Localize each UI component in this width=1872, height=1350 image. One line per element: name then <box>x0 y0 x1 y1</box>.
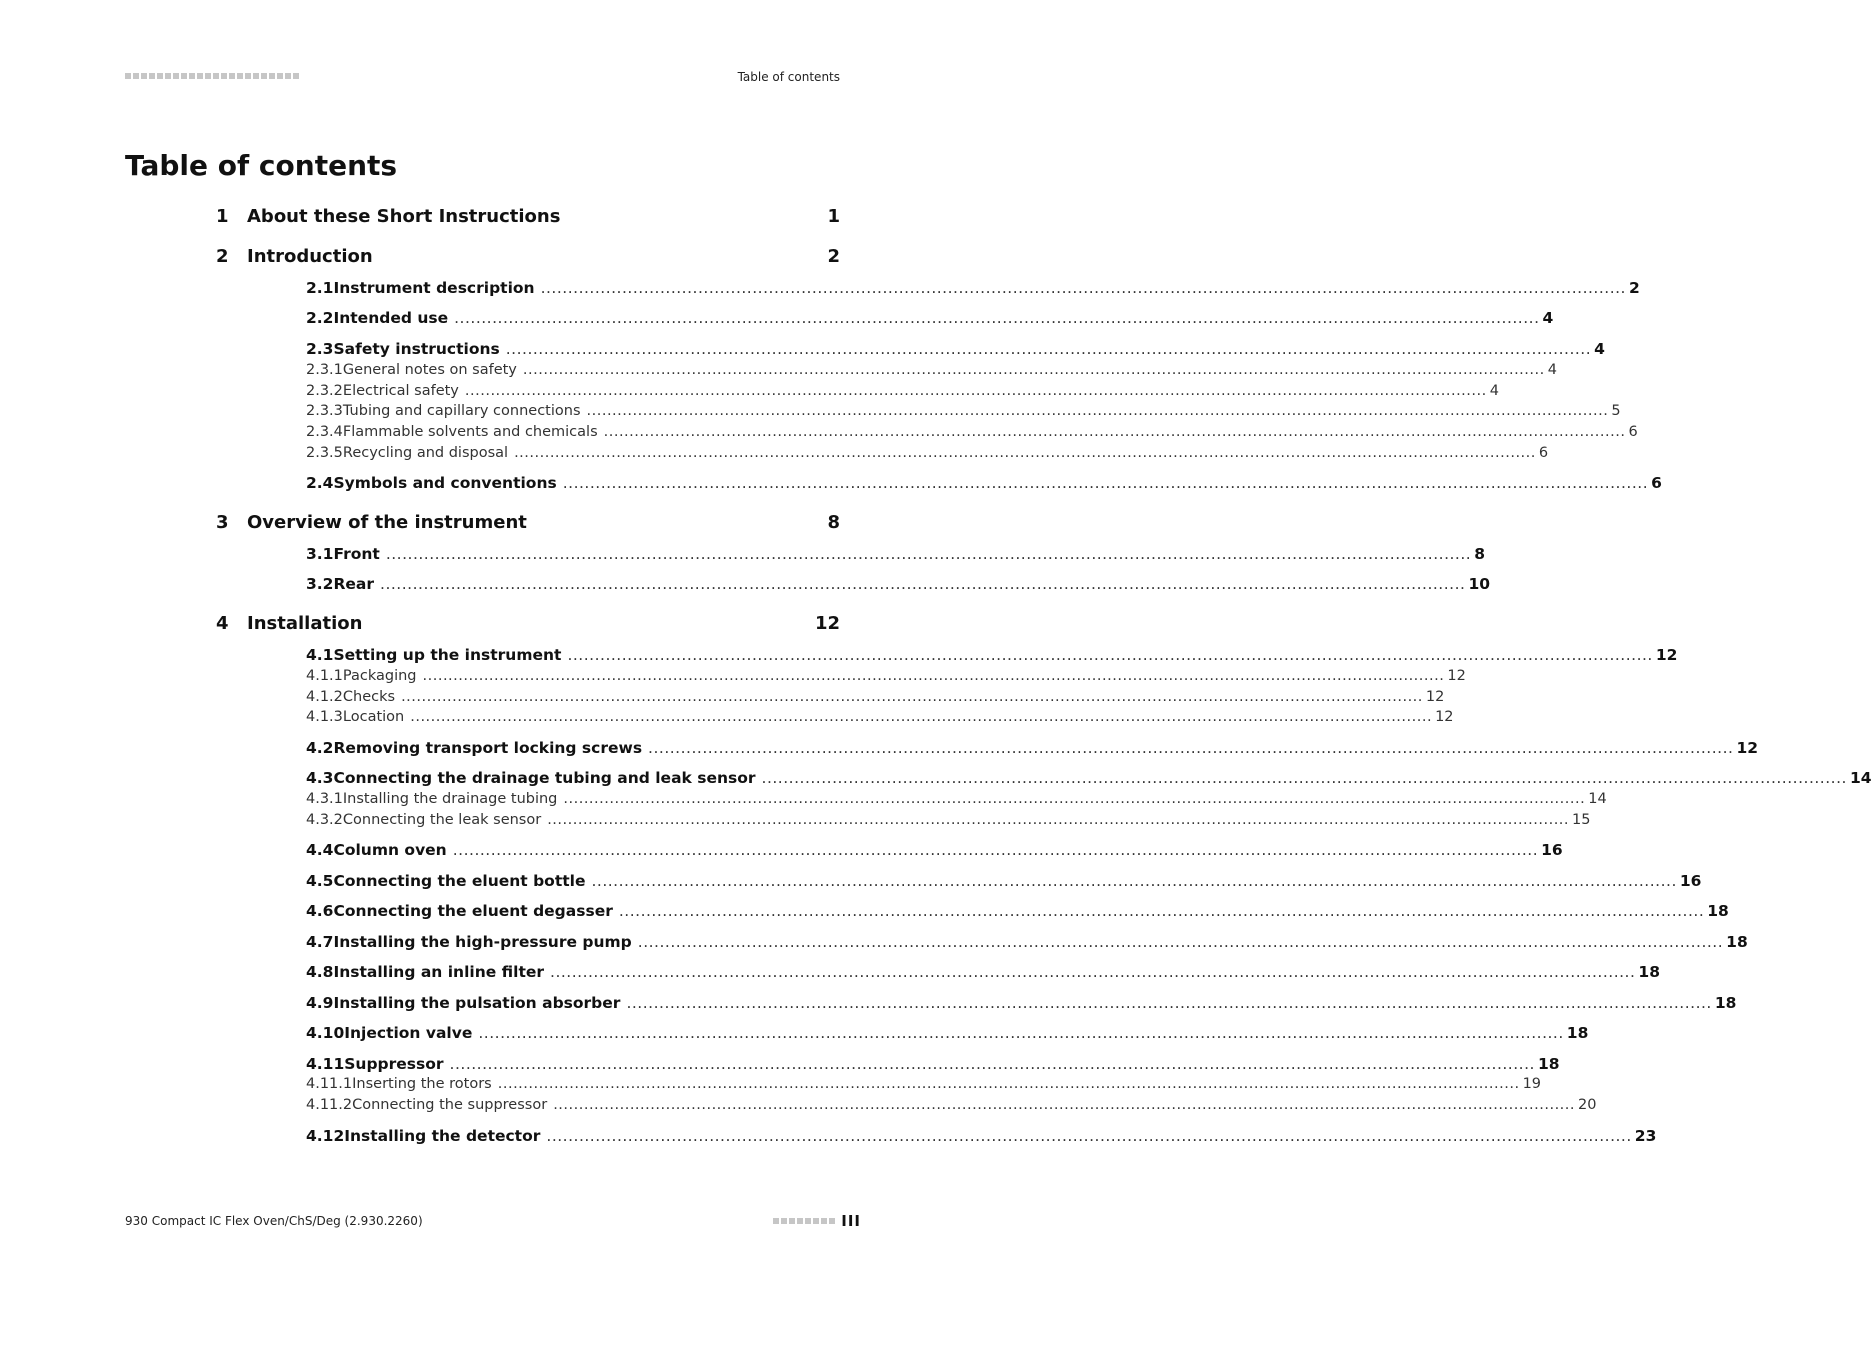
header-decoration <box>125 73 299 79</box>
toc-entry-title: Removing transport locking screws <box>333 739 643 757</box>
decorative-square <box>277 73 283 79</box>
toc-entry[interactable] <box>306 963 1660 981</box>
decorative-square <box>181 73 187 79</box>
decorative-square <box>165 73 171 79</box>
toc-entry-title: Recycling and disposal <box>342 445 509 461</box>
toc-entry-page: 8 <box>827 512 840 533</box>
toc-entry-page: 12 <box>1435 709 1454 725</box>
toc-entry[interactable] <box>306 872 1702 890</box>
toc-entry-page: 18 <box>1714 994 1737 1012</box>
dot-leader: ........................................................................................................................................................................................................ <box>449 1055 1535 1073</box>
toc-entry[interactable] <box>306 739 1759 757</box>
decorative-square <box>293 73 299 79</box>
dot-leader: ........................................................................................................................................................................................................ <box>550 963 1636 981</box>
toc-entry-title: Instrument description <box>333 279 535 297</box>
toc-entry[interactable] <box>306 841 1563 859</box>
toc-entry-number: 4.11.1 <box>306 1076 353 1092</box>
toc-entry-title: Connecting the leak sensor <box>342 812 542 828</box>
toc-entry[interactable] <box>306 545 1486 563</box>
toc-entry-title: Location <box>342 709 405 725</box>
toc-entry-number: 2.4 <box>306 474 334 492</box>
toc-entry-page: 16 <box>1679 872 1702 890</box>
toc-entry-title: Overview of the instrument <box>247 512 527 533</box>
toc-entry-title: Installation <box>247 613 363 634</box>
toc-entry-title: Connecting the eluent bottle <box>333 872 586 890</box>
decorative-square <box>213 73 219 79</box>
toc-entry[interactable] <box>306 424 1638 440</box>
dot-leader: ........................................................................................................................................................................................................ <box>546 1127 1632 1145</box>
toc-entry-title: Installing the detector <box>344 1127 541 1145</box>
dot-leader: ........................................................................................................................................................................................................ <box>505 340 1592 358</box>
decorative-square <box>149 73 155 79</box>
dot-leader: ........................................................................................................................................................................................................ <box>586 403 1609 419</box>
toc-entry-title: Tubing and capillary connections <box>342 403 581 419</box>
dot-leader: ........................................................................................................................................................................................................ <box>454 309 1540 327</box>
toc-entry-number: 3.2 <box>306 575 334 593</box>
dot-leader: ........................................................................................................................................................................................................ <box>422 668 1445 684</box>
toc-entry-title: Introduction <box>247 246 373 267</box>
toc-entry[interactable] <box>306 769 1872 787</box>
toc-entry-number: 4.10 <box>306 1024 345 1042</box>
toc-entry-number: 4.2 <box>306 739 334 757</box>
toc-entry-number: 2.3.5 <box>306 445 343 461</box>
decorative-square <box>221 73 227 79</box>
toc-entry-page: 1 <box>827 206 840 227</box>
toc-entry-title: Installing an inline filter <box>333 963 545 981</box>
toc-entry[interactable] <box>306 689 1445 705</box>
decorative-square <box>789 1218 795 1224</box>
toc-entry-page: 10 <box>1468 575 1491 593</box>
toc-entry-title: Connecting the suppressor <box>352 1097 548 1113</box>
toc-entry-number: 4.12 <box>306 1127 345 1145</box>
decorative-square <box>189 73 195 79</box>
toc-entry-number: 4.1.3 <box>306 709 343 725</box>
dot-leader: ........................................................................................................................................................................................................ <box>514 445 1536 461</box>
toc-entry-number: 2.3 <box>306 340 334 358</box>
toc-entry-page: 2 <box>827 246 840 267</box>
decorative-square <box>229 73 235 79</box>
dot-leader: ........................................................................................................................................................................................................ <box>410 709 1433 725</box>
dot-leader: ........................................................................................................................................................................................................ <box>380 575 1466 593</box>
toc-entry-number: 4.3 <box>306 769 334 787</box>
dot-leader: ........................................................................................................................................................................................................ <box>553 1097 1576 1113</box>
toc-entry-title: Column oven <box>333 841 447 859</box>
toc-entry-number: 4.9 <box>306 994 334 1012</box>
toc-entry-title: Rear <box>333 575 375 593</box>
toc-entry[interactable] <box>306 340 1605 358</box>
toc-entry-number: 2.3.1 <box>306 362 343 378</box>
decorative-square <box>205 73 211 79</box>
toc-entry-number: 4 <box>216 613 229 634</box>
toc-entry[interactable] <box>306 1076 1542 1092</box>
toc-entry-title: Installing the drainage tubing <box>342 791 558 807</box>
decorative-square <box>125 73 131 79</box>
toc-entry-number: 2.3.2 <box>306 383 343 399</box>
toc-entry-page: 6 <box>1628 424 1638 440</box>
toc-entry-page: 12 <box>1736 739 1759 757</box>
footer-page <box>773 1212 861 1230</box>
toc-entry[interactable] <box>306 791 1607 807</box>
decorative-square <box>821 1218 827 1224</box>
toc-entry-page: 6 <box>1651 474 1662 492</box>
toc-entry[interactable] <box>306 1024 1589 1042</box>
toc-entry-title: Intended use <box>333 309 449 327</box>
toc-entry-page: 4 <box>1542 309 1554 327</box>
toc-entry-page: 4 <box>1594 340 1605 358</box>
toc-entry-page: 15 <box>1572 812 1591 828</box>
toc-entry[interactable] <box>306 994 1737 1012</box>
toc-entry[interactable] <box>216 512 840 533</box>
toc-entry-title: Installing the pulsation absorber <box>333 994 621 1012</box>
toc-entry-number: 3 <box>216 512 229 533</box>
toc-entry-title: Suppressor <box>344 1055 444 1073</box>
footer-product: 930 Compact IC Flex Oven/ChS/Deg (2.930.2260) <box>125 1214 423 1228</box>
dot-leader: ........................................................................................................................................................................................................ <box>626 994 1712 1012</box>
toc-entry-page: 18 <box>1537 1055 1560 1073</box>
decorative-square <box>829 1218 835 1224</box>
toc-entry[interactable] <box>306 279 1640 297</box>
toc-entry-page: 20 <box>1578 1097 1597 1113</box>
toc-entry[interactable] <box>306 646 1678 664</box>
toc-entry-title: General notes on safety <box>342 362 517 378</box>
decorative-square <box>253 73 259 79</box>
dot-leader: ........................................................................................................................................................................................................ <box>567 646 1653 664</box>
toc-entry-page: 18 <box>1566 1024 1589 1042</box>
toc-entry-page: 12 <box>1447 668 1466 684</box>
toc-entry[interactable] <box>306 812 1591 828</box>
toc-entry-page: 5 <box>1611 403 1621 419</box>
toc-entry-page: 2 <box>1628 279 1640 297</box>
dot-leader: ........................................................................................................................................................................................................ <box>540 279 1626 297</box>
toc-entry-number: 4.11.2 <box>306 1097 353 1113</box>
running-header: Table of contents <box>737 70 840 84</box>
toc-entry-page: 14 <box>1849 769 1872 787</box>
toc-entry-page: 12 <box>1655 646 1678 664</box>
decorative-square <box>797 1218 803 1224</box>
toc-entry-title: Symbols and conventions <box>333 474 557 492</box>
toc-entry-number: 4.7 <box>306 933 334 951</box>
footer-decoration <box>773 1218 835 1224</box>
decorative-square <box>141 73 147 79</box>
toc-entry-number: 4.5 <box>306 872 334 890</box>
toc-entry-page: 4 <box>1547 362 1557 378</box>
dot-leader: ........................................................................................................................................................................................................ <box>497 1076 1520 1092</box>
dot-leader: ........................................................................................................................................................................................................ <box>563 791 1586 807</box>
toc-entry-page: 18 <box>1707 902 1729 920</box>
dot-leader: ........................................................................................................................................................................................................ <box>385 545 1472 563</box>
dot-leader: ........................................................................................................................................................................................................ <box>522 362 1545 378</box>
toc-entry[interactable] <box>306 902 1729 920</box>
toc-entry-number: 4.3.2 <box>306 812 343 828</box>
toc-entry[interactable] <box>306 1097 1597 1113</box>
decorative-square <box>173 73 179 79</box>
toc-entry[interactable] <box>216 206 840 227</box>
toc-entry-title: Injection valve <box>344 1024 473 1042</box>
dot-leader: ........................................................................................................................................................................................................ <box>464 383 1487 399</box>
toc-entry-title: Inserting the rotors <box>352 1076 492 1092</box>
toc-entry-number: 3.1 <box>306 545 334 563</box>
toc-entry[interactable] <box>306 1127 1657 1145</box>
toc-entry[interactable] <box>306 709 1454 725</box>
dot-leader: ........................................................................................................................................................................................................ <box>591 872 1677 890</box>
toc-entry[interactable] <box>306 309 1554 327</box>
toc-entry-number: 4.8 <box>306 963 334 981</box>
dot-leader: ........................................................................................................................................................................................................ <box>452 841 1539 859</box>
page-title: Table of contents <box>125 149 398 182</box>
toc-entry-title: Safety instructions <box>333 340 500 358</box>
toc-entry-title: Connecting the eluent degasser <box>333 902 613 920</box>
toc-entry-title: Setting up the instrument <box>333 646 562 664</box>
decorative-square <box>805 1218 811 1224</box>
dot-leader: ........................................................................................................................................................................................................ <box>637 933 1724 951</box>
toc-entry-number: 4.3.1 <box>306 791 343 807</box>
toc-entry-title: Connecting the drainage tubing and leak sensor <box>333 769 756 787</box>
toc-entry[interactable] <box>306 403 1621 419</box>
dot-leader: ........................................................................................................................................................................................................ <box>761 769 1847 787</box>
toc-entry-page: 19 <box>1522 1076 1542 1092</box>
toc-entry[interactable] <box>306 1055 1560 1073</box>
dot-leader: ........................................................................................................................................................................................................ <box>401 689 1423 705</box>
toc-entry-page: 4 <box>1489 383 1499 399</box>
toc-entry-page: 8 <box>1474 545 1486 563</box>
toc-entry[interactable] <box>306 383 1499 399</box>
dot-leader: ........................................................................................................................................................................................................ <box>547 812 1570 828</box>
toc-entry[interactable] <box>306 575 1491 593</box>
toc-entry-number: 4.1.1 <box>306 668 343 684</box>
decorative-square <box>773 1218 779 1224</box>
toc-entry-number: 2.1 <box>306 279 334 297</box>
toc-entry-number: 4.1 <box>306 646 334 664</box>
toc-entry-number: 2 <box>216 246 229 267</box>
toc-entry-title: Front <box>333 545 380 563</box>
toc-entry-number: 4.4 <box>306 841 334 859</box>
decorative-square <box>781 1218 787 1224</box>
dot-leader: ........................................................................................................................................................................................................ <box>648 739 1734 757</box>
toc-entry-page: 16 <box>1541 841 1563 859</box>
toc-entry[interactable] <box>306 445 1549 461</box>
toc-entry[interactable] <box>306 668 1466 684</box>
toc-entry[interactable] <box>216 613 840 634</box>
toc-entry[interactable] <box>216 246 840 267</box>
toc-entry-page: 6 <box>1538 445 1549 461</box>
toc-entry-number: 4.1.2 <box>306 689 343 705</box>
toc-entry[interactable] <box>306 933 1748 951</box>
toc-entry-title: Installing the high-pressure pump <box>333 933 632 951</box>
decorative-square <box>245 73 251 79</box>
toc-entry-title: Electrical safety <box>342 383 459 399</box>
toc-entry-number: 1 <box>216 206 229 227</box>
decorative-square <box>269 73 275 79</box>
toc-entry-page: 18 <box>1638 963 1660 981</box>
decorative-square <box>261 73 267 79</box>
decorative-square <box>813 1218 819 1224</box>
toc-entry-title: Checks <box>342 689 396 705</box>
page-number: III <box>841 1212 861 1230</box>
toc-entry-page: 18 <box>1726 933 1748 951</box>
dot-leader: ........................................................................................................................................................................................................ <box>618 902 1705 920</box>
decorative-square <box>197 73 203 79</box>
toc-entry-number: 2.2 <box>306 309 334 327</box>
toc-entry[interactable] <box>306 474 1662 492</box>
decorative-square <box>237 73 243 79</box>
toc-entry-title: Flammable solvents and chemicals <box>342 424 598 440</box>
decorative-square <box>133 73 139 79</box>
toc-entry-title: About these Short Instructions <box>247 206 561 227</box>
toc-entry-number: 4.11 <box>306 1055 345 1073</box>
toc-entry-page: 14 <box>1588 791 1607 807</box>
toc-entry-title: Packaging <box>342 668 417 684</box>
toc-entry-number: 2.3.4 <box>306 424 343 440</box>
decorative-square <box>157 73 163 79</box>
dot-leader: ........................................................................................................................................................................................................ <box>478 1024 1564 1042</box>
toc-entry-page: 12 <box>1425 689 1445 705</box>
decorative-square <box>285 73 291 79</box>
toc-entry-number: 2.3.3 <box>306 403 343 419</box>
dot-leader: ........................................................................................................................................................................................................ <box>603 424 1626 440</box>
dot-leader: ........................................................................................................................................................................................................ <box>562 474 1649 492</box>
toc-entry-number: 4.6 <box>306 902 334 920</box>
toc-entry-page: 23 <box>1634 1127 1657 1145</box>
toc-entry-page: 12 <box>814 613 840 634</box>
toc-entry[interactable] <box>306 362 1557 378</box>
